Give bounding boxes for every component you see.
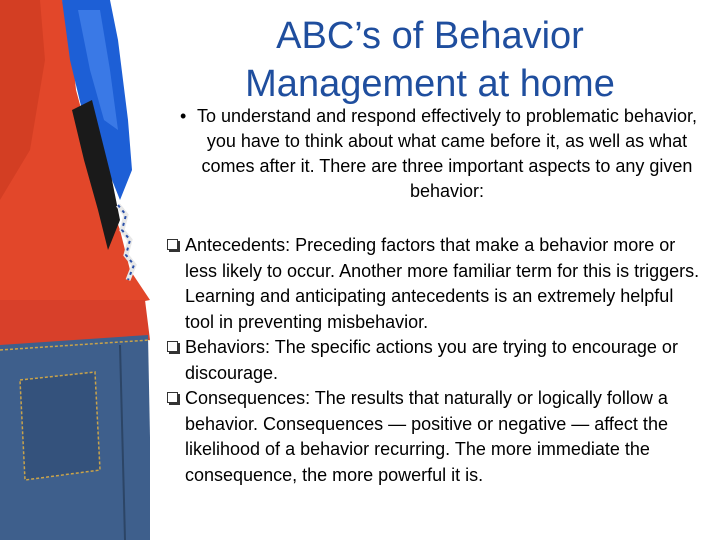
list-item-text: Behaviors: The specific actions you are trying to encourage or discourage.	[185, 337, 678, 383]
list-item-antecedents	[164, 233, 704, 335]
checkbox-bullet-icon	[167, 392, 178, 403]
list-item-consequences	[164, 386, 704, 488]
list-item-text: Antecedents: Preceding factors that make a behavior more or less likely to occur. Another more familiar term for this is triggers. Learning and anticipating antecedents is an extremely helpful tool in preventing misbehavior.	[185, 235, 700, 332]
intro-paragraph	[176, 104, 706, 204]
list-item-text: Consequences: The results that naturally or logically follow a behavior. Consequences — positive or negative — affect the likelihood of a behavior recurring. The more immediate the consequence, the more powerful it is.	[185, 388, 668, 485]
student-backpack-photo	[0, 0, 160, 540]
slide-title: ABC’s of Behavior Management at home	[245, 15, 615, 105]
bullet-dot: •	[180, 106, 187, 126]
checkbox-bullet-icon	[167, 341, 178, 352]
intro-text: To understand and respond effectively to problematic behavior, you have to think about what came before it, as well as what comes after it. There are three important aspects to any given behavior:	[197, 106, 697, 201]
list-item-behaviors	[164, 335, 704, 386]
checkbox-bullet-icon	[167, 239, 178, 250]
abc-list	[164, 233, 704, 488]
